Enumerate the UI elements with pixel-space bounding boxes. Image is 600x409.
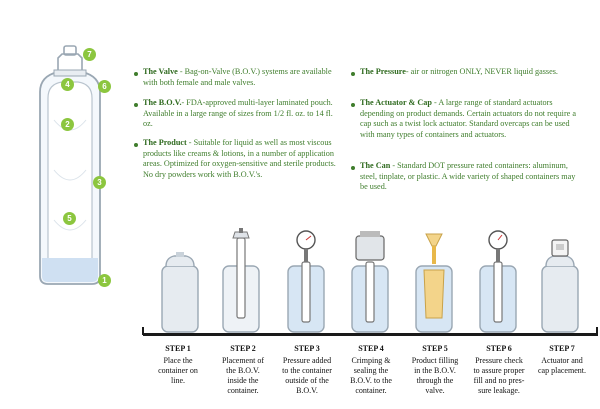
callout-badge: 4 [61,78,74,91]
step-illustrations [140,228,600,333]
callout-badge: 5 [63,212,76,225]
step-3-desc: Pressure added to the container outside of the B.O.V. [282,356,332,395]
feature-pressure: The Pressure- air or nitrogen ONLY, NEVER liquid gasses. [360,67,558,76]
step-2-title: STEP 2 [230,344,256,353]
step-7-desc: Actuator and cap placement. [538,356,586,375]
callout-badge: 6 [98,80,111,93]
step-4-title: STEP 4 [358,344,384,353]
feature-bov: The B.O.V.- FDA-approved multi-layer laminated pouch. Available in a large range of sizes from 1/2 fl. oz. to 14 fl. oz. [143,98,333,129]
callout-badge: 7 [83,48,96,61]
step-6-title: STEP 6 [486,344,512,353]
step-2-desc: Placement of the B.O.V. inside the container. [222,356,264,395]
callout-badge: 1 [98,274,111,287]
callout-badge: 2 [61,118,74,131]
feature-valve: The Valve - Bag-on-Valve (B.O.V.) systems are available with both female and male valves. [143,67,332,87]
step-1-title: STEP 1 [165,344,191,353]
step6-can [480,231,516,332]
step-6-desc: Pressure check to assure proper fill and no pres- sure leakage. [473,356,525,395]
step-5-title: STEP 5 [422,344,448,353]
step-4-desc: Crimping & sealing the B.O.V. to the container. [350,356,392,395]
step7-can [542,240,578,332]
feature-can: The Can - Standard DOT pressure rated containers: aluminum, steel, tinplate, or plastic. A wide variety of shaped containers may be used. [360,161,576,192]
step5-can [416,234,452,332]
step-5-desc: Product filling in the B.O.V. through the valve. [411,356,459,395]
step2-can [223,228,259,332]
step4-can [352,231,388,332]
feature-product: The Product - Suitable for liquid as well as most viscous products like creams & lotions, in a number of application areas. Optimized for oxygen-sensitive and sterile products. No dry powders work with B.O.V.'s. [143,138,336,179]
feature-actuator-cap: The Actuator & Cap - A large range of standard actuators depending on product demands. Certain actuators do not require a cap such as a twist lock actuator. Standard overcaps can be used with many types of containers and actuators. [360,98,576,139]
process-timeline [143,333,598,336]
bov-can-diagram [18,40,128,290]
step1-can [162,252,198,332]
step-1-desc: Place the container on line. [158,356,198,385]
step3-can [288,231,324,332]
callout-badge: 3 [93,176,106,189]
step-7-title: STEP 7 [549,344,575,353]
step-3-title: STEP 3 [294,344,320,353]
